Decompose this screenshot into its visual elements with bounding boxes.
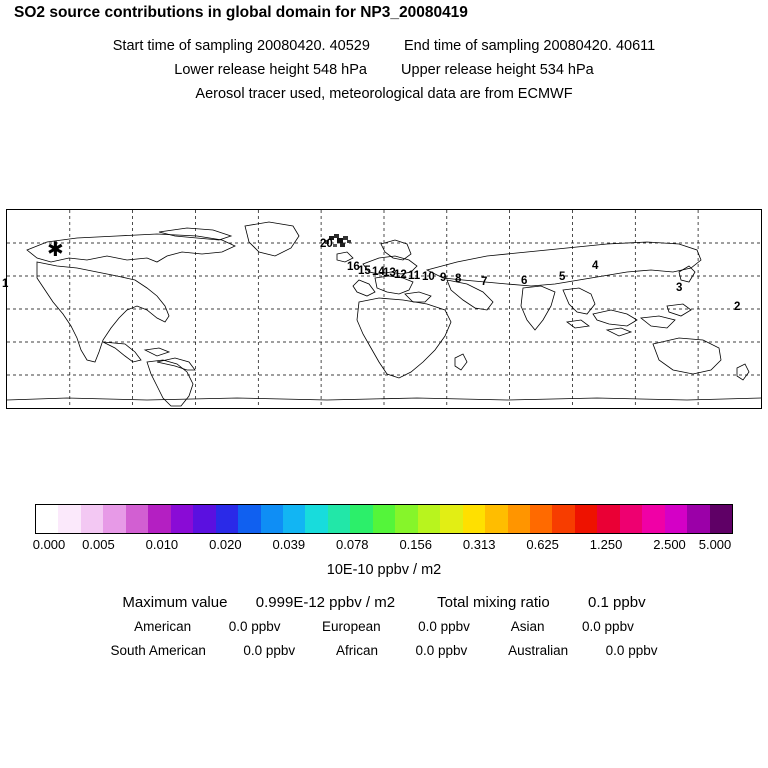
traj-label-4: 4 [592, 260, 599, 272]
colorbar-swatch [395, 505, 417, 533]
so2-footprint-overlay [7, 210, 761, 408]
colorbar-tick-labels [0, 537, 768, 553]
colorbar-tick: 2.500 [653, 537, 686, 552]
total-mixing-value: 0.1 ppbv [588, 594, 646, 611]
traj-label-8: 8 [455, 273, 462, 285]
colorbar-swatch [81, 505, 103, 533]
colorbar-swatch [485, 505, 507, 533]
colorbar-tick: 0.039 [272, 537, 306, 552]
colorbar-swatch [597, 505, 619, 533]
colorbar-tick: 0.010 [145, 537, 179, 552]
colorbar-swatch [418, 505, 440, 533]
traj-label-7: 7 [481, 276, 488, 288]
colorbar-tick: 0.020 [209, 537, 242, 552]
traj-label-20: 20 [320, 238, 333, 250]
traj-label-3: 3 [676, 282, 683, 294]
colorbar-swatch [440, 505, 462, 533]
traj-label-12: 12 [394, 269, 407, 281]
colorbar-tick: 0.625 [526, 537, 559, 552]
colorbar-swatch [530, 505, 552, 533]
region-name-american: American [134, 619, 192, 634]
colorbar-swatch [126, 505, 148, 533]
region-value-african: 0.0 ppbv [415, 643, 468, 658]
colorbar-swatch [261, 505, 283, 533]
region-row-1 [0, 619, 768, 634]
colorbar-swatch [103, 505, 125, 533]
region-value-south-american: 0.0 ppbv [243, 643, 296, 658]
traj-label-13: 13 [383, 267, 396, 279]
colorbar-swatch [552, 505, 574, 533]
page-title: SO2 source contributions in global domain for NP3_20080419 [14, 4, 468, 21]
region-value-asian: 0.0 ppbv [582, 619, 634, 634]
colorbar-swatch [508, 505, 530, 533]
traj-label-10: 10 [422, 271, 435, 283]
colorbar-tick: 0.005 [82, 537, 115, 552]
max-value-label: Maximum value [122, 594, 228, 611]
colorbar-swatch [710, 505, 732, 533]
traj-label-11: 11 [408, 270, 421, 282]
region-name-asian: Asian [510, 619, 545, 634]
start-time-value: 20080420. 40529 [257, 38, 370, 54]
max-value-value: 0.999E-12 ppbv / m2 [255, 594, 396, 611]
colorbar-swatch [305, 505, 327, 533]
colorbar-swatch [238, 505, 260, 533]
region-name-african: African [335, 643, 378, 658]
lower-height-label: Lower release height [174, 62, 309, 78]
colorbar-swatch [58, 505, 80, 533]
end-time-value: 20080420. 40611 [543, 38, 656, 54]
colorbar-swatch [642, 505, 664, 533]
release-height-line [0, 62, 768, 78]
region-row-2 [0, 643, 768, 658]
colorbar-tick: 0.156 [399, 537, 432, 552]
start-time-label: Start time of sampling [112, 38, 253, 54]
colorbar-unit-label: 10E-10 ppbv / m2 [326, 562, 442, 578]
traj-label-2: 2 [734, 301, 741, 313]
colorbar-swatch [216, 505, 238, 533]
lower-height-value: 548 hPa [312, 62, 367, 78]
colorbar-swatch [148, 505, 170, 533]
sampling-time-line [0, 38, 768, 54]
total-mixing-label: Total mixing ratio [437, 594, 550, 611]
colorbar-swatch [328, 505, 350, 533]
colorbar-tick: 1.250 [589, 537, 623, 552]
region-value-european: 0.0 ppbv [418, 619, 470, 634]
world-map-panel [6, 209, 762, 409]
traj-label-16: 16 [347, 261, 360, 273]
colorbar-swatch [350, 505, 372, 533]
colorbar-swatch [283, 505, 305, 533]
upper-height-value: 534 hPa [539, 62, 594, 78]
release-star-icon: ✱ [47, 239, 64, 261]
colorbar-swatch [373, 505, 395, 533]
colorbar-swatch [665, 505, 687, 533]
colorbar-tick: 5.000 [698, 537, 732, 552]
traj-label-6: 6 [521, 275, 528, 287]
colorbar-swatch [687, 505, 709, 533]
colorbar [35, 504, 733, 534]
colorbar-tick: 0.078 [335, 537, 369, 552]
traj-label-1: 1 [2, 278, 9, 290]
tracer-info-line: Aerosol tracer used, meteorological data are from ECMWF [195, 86, 573, 102]
colorbar-swatch [575, 505, 597, 533]
region-name-australian: Australian [508, 643, 569, 658]
traj-label-5: 5 [559, 271, 566, 283]
traj-label-14: 14 [372, 266, 385, 278]
region-name-european: European [322, 619, 381, 634]
traj-label-15: 15 [358, 265, 371, 277]
colorbar-tick: 0.000 [32, 537, 66, 552]
region-value-australian: 0.0 ppbv [605, 643, 658, 658]
region-name-south-american: South American [110, 643, 206, 658]
summary-line [0, 594, 768, 611]
colorbar-tick: 0.313 [462, 537, 496, 552]
colorbar-swatch [171, 505, 193, 533]
colorbar-swatch [36, 505, 58, 533]
colorbar-swatch [463, 505, 485, 533]
upper-height-label: Upper release height [401, 62, 536, 78]
traj-label-9: 9 [440, 272, 447, 284]
region-value-american: 0.0 ppbv [228, 619, 281, 634]
end-time-label: End time of sampling [403, 38, 540, 54]
colorbar-swatch [193, 505, 215, 533]
colorbar-swatch [620, 505, 642, 533]
